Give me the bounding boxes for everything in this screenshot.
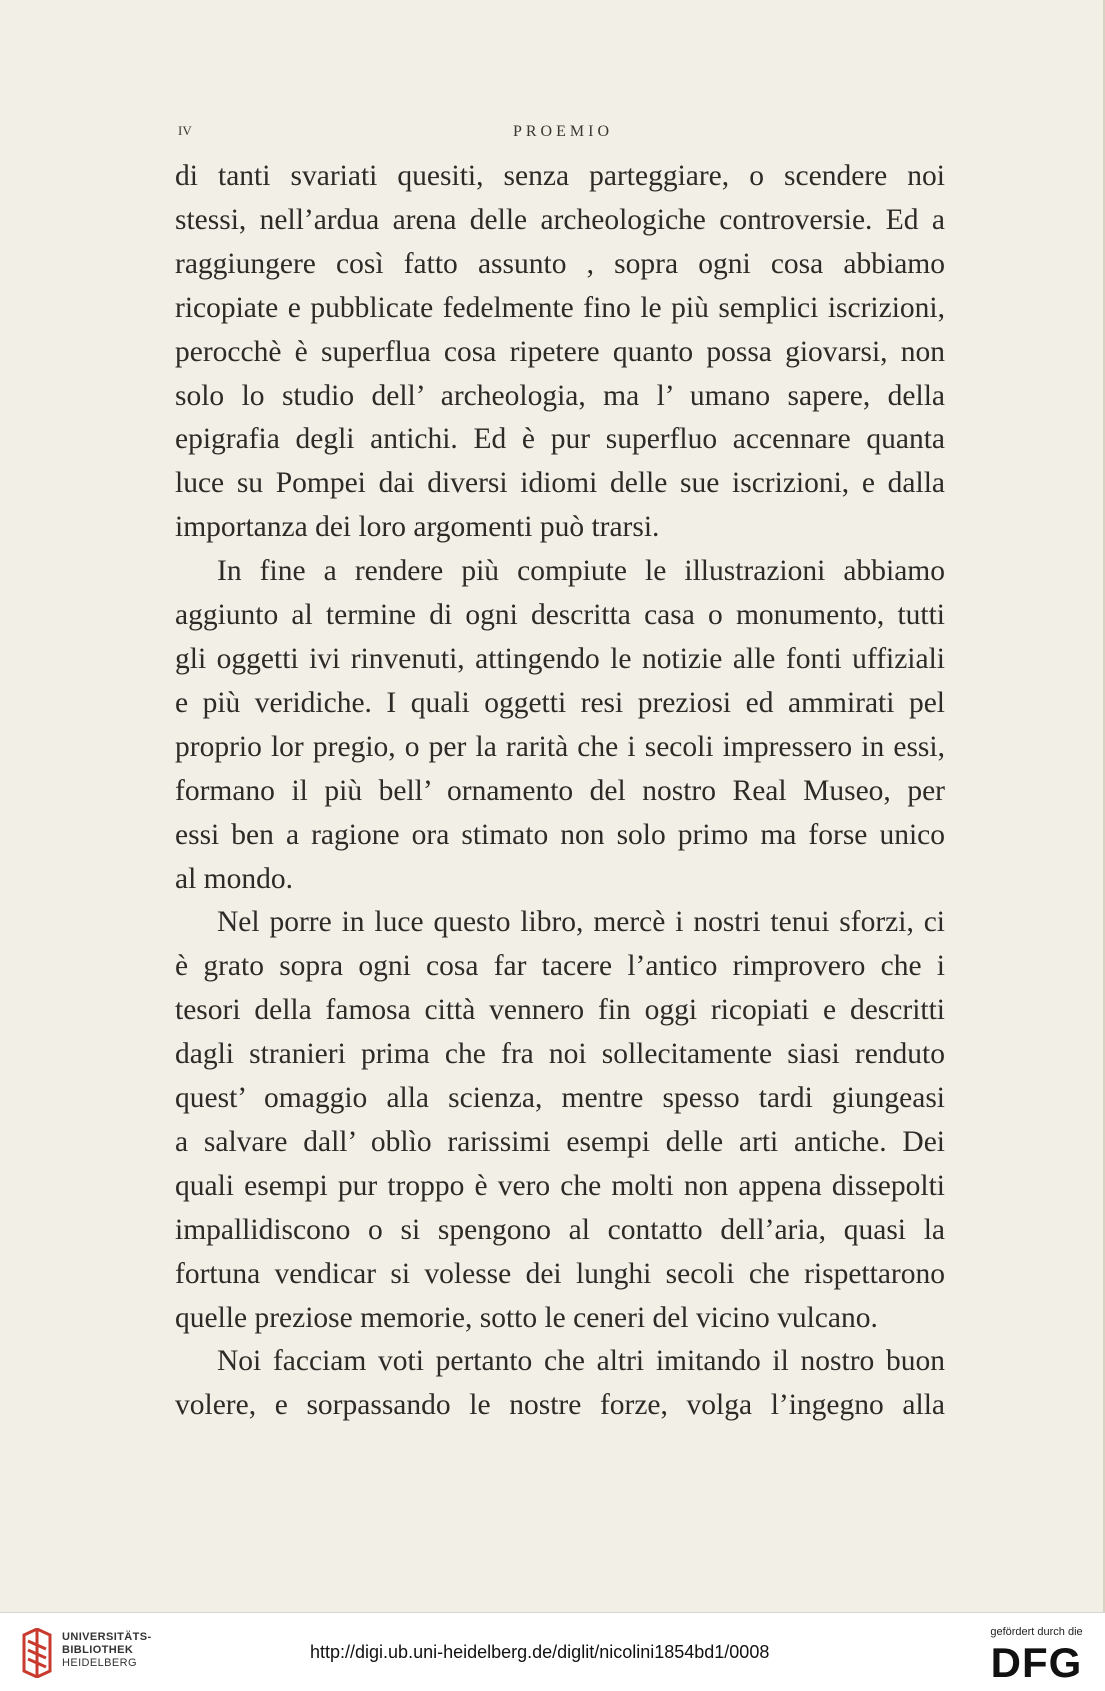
text-line: essi ben a ragione ora stimato non solo primo ma forse unico bbox=[175, 818, 945, 851]
text-line: a salvare dall’ oblìo rarissimi esempi delle arti antiche. Dei bbox=[175, 1125, 945, 1158]
text-line: perocchè è superflua cosa ripetere quanto possa giovarsi, non bbox=[175, 335, 945, 368]
library-name-line: HEIDELBERG bbox=[62, 1657, 137, 1669]
library-name bbox=[62, 1631, 152, 1670]
library-name-line: BIBLIOTHEK bbox=[62, 1644, 134, 1656]
text-line: formano il più bell’ ornamento del nostro Real Museo, per bbox=[175, 774, 945, 807]
text-line: al mondo. bbox=[175, 862, 293, 895]
text-line: è grato sopra ogni cosa far tacere l’antico rimprovero che i bbox=[175, 950, 945, 983]
text-line: Nel porre in luce questo libro, mercè i nostri tenui sforzi, ci bbox=[217, 906, 945, 939]
funding-label: gefördert durch die bbox=[990, 1626, 1083, 1638]
text-line: quest’ omaggio alla scienza, mentre spesso tardi giungeasi bbox=[175, 1082, 945, 1115]
text-line: luce su Pompei dai diversi idiomi delle sue iscrizioni, e dalla bbox=[175, 467, 945, 500]
digitization-footer bbox=[0, 1612, 1105, 1691]
page-number: IV bbox=[178, 123, 192, 138]
text-line: di tanti svariati quesiti, senza parteggiare, o scendere noi bbox=[175, 160, 945, 192]
library-name-line: UNIVERSITÄTS- bbox=[62, 1631, 152, 1643]
text-line: gli oggetti ivi rinvenuti, attingendo le notizie alle fonti uffiziali bbox=[175, 642, 945, 675]
text-line: ricopiate e pubblicate fedelmente fino le più semplici iscrizioni, bbox=[175, 291, 945, 324]
text-line: solo lo studio dell’ archeologia, ma l’ umano sapere, della bbox=[175, 379, 945, 412]
running-head bbox=[178, 123, 948, 143]
text-line: fortuna vendicar si volesse dei lunghi secoli che rispettarono bbox=[175, 1257, 945, 1290]
text-line: Noi facciam voti pertanto che altri imitando il nostro buon bbox=[217, 1345, 945, 1378]
page-text bbox=[175, 155, 945, 1428]
text-line: aggiunto al termine di ogni descritta casa o monumento, tutti bbox=[175, 599, 945, 632]
permalink-link[interactable]: http://digi.ub.uni-heidelberg.de/diglit/nicolini1854bd1/0008 bbox=[310, 1642, 770, 1662]
text-line: quali esempi pur troppo è vero che molti non appena dissepolti bbox=[175, 1169, 945, 1202]
funding-credit bbox=[984, 1625, 1089, 1685]
heidelberg-library-logo-icon bbox=[18, 1628, 62, 1678]
text-line: dagli stranieri prima che fra noi sollecitamente siasi renduto bbox=[175, 1038, 945, 1071]
text-line: quelle preziose memorie, sotto le ceneri del vicino vulcano. bbox=[175, 1301, 878, 1334]
text-line: importanza dei loro argomenti può trarsi. bbox=[175, 511, 660, 544]
text-line: tesori della famosa città vennero fin oggi ricopiati e descritti bbox=[175, 994, 945, 1027]
text-line: proprio lor pregio, o per la rarità che i secoli impressero in essi, bbox=[175, 730, 945, 763]
text-line: In fine a rendere più compiute le illustrazioni abbiamo bbox=[217, 555, 945, 588]
text-line: epigrafia degli antichi. Ed è pur superfluo accennare quanta bbox=[175, 423, 945, 456]
text-line: volere, e sorpassando le nostre forze, volga l’ingegno alla bbox=[175, 1389, 945, 1422]
text-line: raggiungere così fatto assunto , sopra ogni cosa abbiamo bbox=[175, 247, 945, 280]
dfg-logo: DFG bbox=[990, 1639, 1083, 1686]
running-title: PROEMIO bbox=[512, 123, 613, 140]
text-line: e più veridiche. I quali oggetti resi preziosi ed ammirati pel bbox=[175, 686, 945, 719]
text-line: impallidiscono o si spengono al contatto dell’aria, quasi la bbox=[175, 1213, 945, 1246]
text-line: stessi, nell’ardua arena delle archeologiche controversie. Ed a bbox=[175, 203, 945, 236]
